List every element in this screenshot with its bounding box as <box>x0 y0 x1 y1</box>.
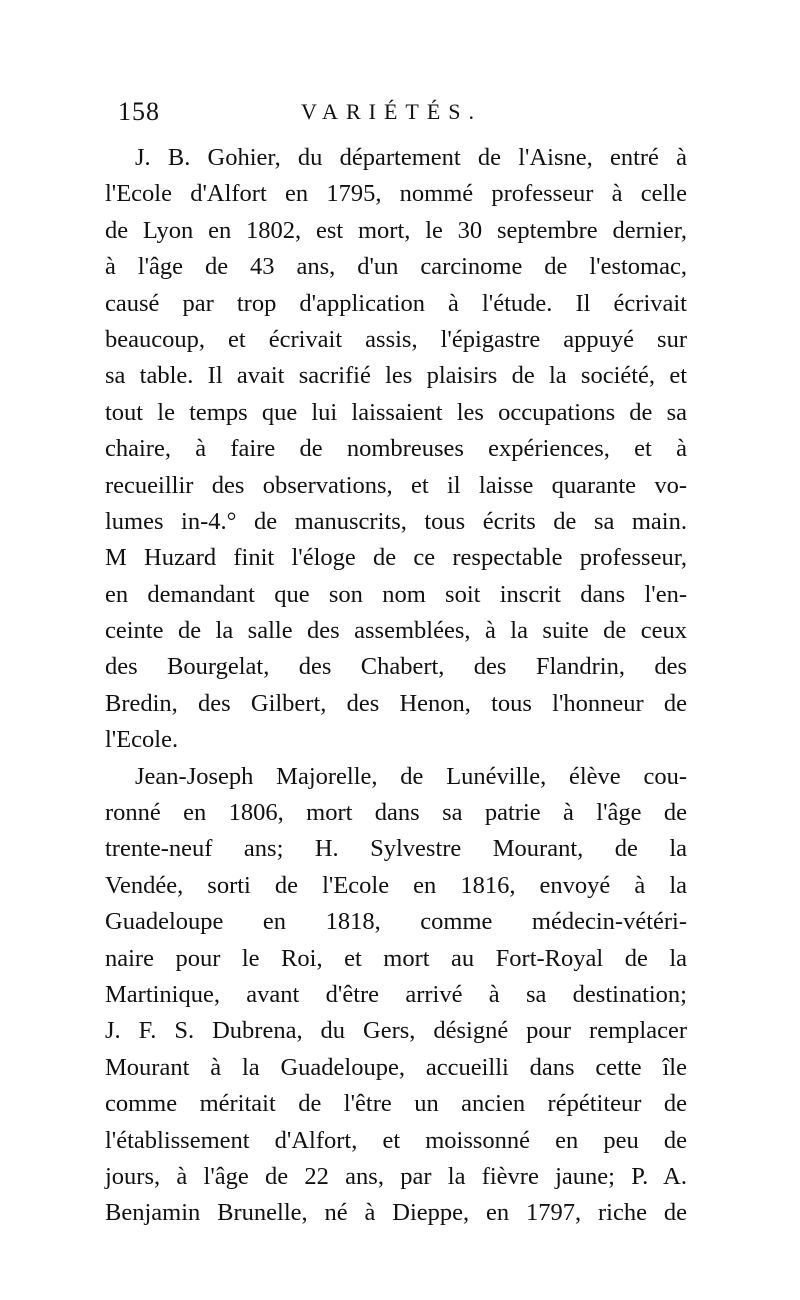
page-header <box>118 94 678 130</box>
text-line: chaire, à faire de nombreuses expériences, et à <box>105 435 687 463</box>
text-line: Benjamin Brunelle, né à Dieppe, en 1797, riche de <box>105 1199 687 1227</box>
text-line: des Bourgelat, des Chabert, des Flandrin, des <box>105 653 687 681</box>
body-text <box>105 140 687 1232</box>
text-line: J. F. S. Dubrena, du Gers, désigné pour remplacer <box>105 1017 687 1045</box>
text-line: Guadeloupe en 1818, comme médecin-vétéri- <box>105 908 687 936</box>
text-line: causé par trop d'application à l'étude. Il écrivait <box>105 289 687 317</box>
text-line: l'Ecole d'Alfort en 1795, nommé professeur à celle <box>105 180 687 208</box>
text-line: naire pour le Roi, et mort au Fort-Royal de la <box>105 944 687 972</box>
text-line: ronné en 1806, mort dans sa patrie à l'âge de <box>105 799 687 827</box>
text-line: M Huzard finit l'éloge de ce respectable professeur, <box>105 544 687 572</box>
text-line: Mourant à la Guadeloupe, accueilli dans cette île <box>105 1053 687 1081</box>
text-line: lumes in-4.° de manuscrits, tous écrits de sa main. <box>105 507 687 535</box>
text-line: Jean-Joseph Majorelle, de Lunéville, élève cou- <box>135 762 687 790</box>
text-line: trente-neuf ans; H. Sylvestre Mourant, de la <box>105 835 687 863</box>
text-line: en demandant que son nom soit inscrit dans l'en- <box>105 580 687 608</box>
running-head: VARIÉTÉS. <box>301 99 482 124</box>
text-line: Bredin, des Gilbert, des Henon, tous l'honneur de <box>105 689 687 717</box>
text-line: sa table. Il avait sacrifié les plaisirs de la société, et <box>105 362 687 390</box>
text-line: recueillir des observations, et il laisse quarante vo- <box>105 471 687 499</box>
text-line: Vendée, sorti de l'Ecole en 1816, envoyé à la <box>105 871 687 899</box>
text-line: jours, à l'âge de 22 ans, par la fièvre jaune; P. A. <box>105 1162 687 1190</box>
text-line: de Lyon en 1802, est mort, le 30 septembre dernier, <box>105 216 687 244</box>
text-line: Martinique, avant d'être arrivé à sa destination; <box>105 980 687 1008</box>
paragraph-end-line: l'Ecole. <box>105 726 179 754</box>
text-line: l'établissement d'Alfort, et moissonné en peu de <box>105 1126 687 1154</box>
text-line: tout le temps que lui laissaient les occupations de sa <box>105 398 687 426</box>
page-number: 158 <box>118 97 160 126</box>
text-line: ceinte de la salle des assemblées, à la suite de ceux <box>105 617 687 645</box>
text-line: J. B. Gohier, du département de l'Aisne, entré à <box>135 144 687 171</box>
text-line: à l'âge de 43 ans, d'un carcinome de l'estomac, <box>105 253 687 281</box>
text-line: comme méritait de l'être un ancien répétiteur de <box>105 1090 687 1118</box>
text-line: beaucoup, et écrivait assis, l'épigastre appuyé sur <box>105 325 687 353</box>
